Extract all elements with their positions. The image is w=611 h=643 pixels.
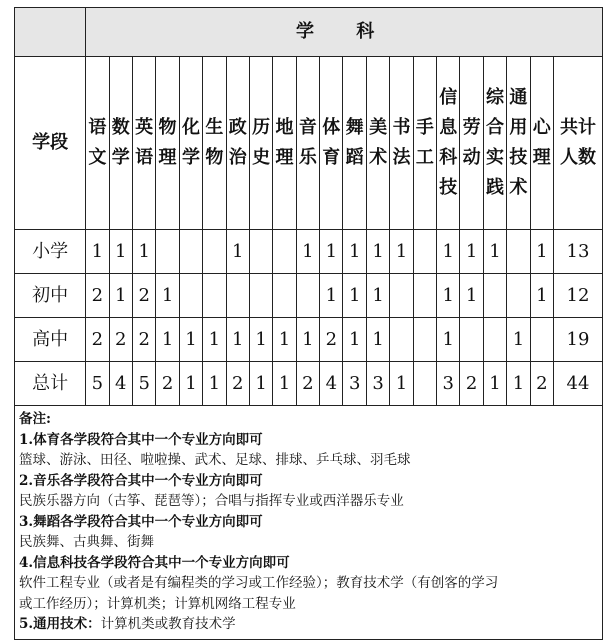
table-cell: 1: [460, 230, 483, 274]
note-heading: 4.信息科技各学段符合其中一个专业方向即可: [19, 554, 290, 571]
table-cell: [249, 230, 272, 274]
table-cell: 1: [460, 274, 483, 318]
table-cell: 1: [226, 230, 249, 274]
subject-label: 生物: [205, 117, 224, 168]
table-cell: 1: [296, 230, 319, 274]
table-cell: 2: [320, 318, 343, 362]
note-text: 民族舞、古典舞、街舞: [19, 534, 154, 550]
table-cell: 1: [507, 362, 530, 406]
table-cell: 1: [156, 274, 179, 318]
subject-header-14: [413, 57, 436, 230]
table-row: [15, 274, 603, 318]
table-cell: 1: [366, 318, 389, 362]
table-cell: 1: [156, 318, 179, 362]
table-cell: 1: [132, 230, 155, 274]
table-cell: 1: [343, 274, 366, 318]
table-cell: 1: [483, 362, 506, 406]
table-cell: 2: [530, 362, 553, 406]
subject-label: 体育: [322, 117, 341, 168]
note-heading: 3.舞蹈各学段符合其中一个专业方向即可: [19, 513, 263, 530]
subject-header-16: [460, 57, 483, 230]
staffing-table: [14, 7, 603, 406]
subject-header-8: [273, 57, 296, 230]
table-cell: [273, 230, 296, 274]
subject-header-9: [296, 57, 319, 230]
table-cell: [413, 362, 436, 406]
table-cell: 4: [109, 362, 132, 406]
table-cell: 1: [437, 318, 460, 362]
table-row: [15, 362, 603, 406]
table-cell: 2: [296, 362, 319, 406]
subject-label: 地理: [275, 117, 294, 168]
subject-label: 手工: [415, 117, 434, 168]
table-cell: 2: [132, 318, 155, 362]
subject-label: 化学: [181, 117, 200, 168]
table-cell: [156, 230, 179, 274]
subject-header-6: [226, 57, 249, 230]
subject-label: 语文: [88, 117, 107, 168]
table-cell: 1: [390, 362, 413, 406]
table-cell: 1: [530, 230, 553, 274]
table-cell: [390, 274, 413, 318]
subject-header-15: [437, 57, 460, 230]
table-cell: 1: [483, 230, 506, 274]
subject-header-row: [15, 57, 603, 230]
table-cell: [296, 274, 319, 318]
table-cell: 1: [273, 362, 296, 406]
subject-label: 信息科技: [439, 87, 458, 198]
note-heading: 2.音乐各学段符合其中一个专业方向即可: [19, 472, 263, 489]
subject-header-18: [507, 57, 530, 230]
subject-label: 共计人数: [560, 117, 596, 168]
table-cell: 1: [437, 274, 460, 318]
subject-label: 舞蹈: [345, 117, 364, 168]
table-cell: 2: [132, 274, 155, 318]
subject-label: 历史: [252, 117, 271, 168]
subject-label: 物理: [158, 117, 177, 168]
table-cell: [179, 274, 202, 318]
table-cell: 1: [390, 230, 413, 274]
table-cell: 1: [203, 362, 226, 406]
subject-header-20: [554, 57, 603, 230]
subject-label: 劳动: [462, 117, 481, 168]
subject-header-7: [249, 57, 272, 230]
subject-header-17: [483, 57, 506, 230]
table-cell: 2: [86, 274, 109, 318]
table-cell: 3: [366, 362, 389, 406]
table-cell: 1: [320, 274, 343, 318]
stage-label: 初中: [15, 274, 86, 318]
note-last: [19, 614, 598, 635]
table-cell: [249, 274, 272, 318]
subject-header-19: [530, 57, 553, 230]
note-text: 篮球、游泳、田径、啦啦操、武术、足球、排球、乒乓球、羽毛球: [19, 452, 411, 468]
table-cell: 3: [343, 362, 366, 406]
table-cell: 5: [132, 362, 155, 406]
subject-label: 数学: [111, 117, 130, 168]
table-cell: [179, 230, 202, 274]
table-cell: 4: [320, 362, 343, 406]
table-cell: 1: [109, 230, 132, 274]
note-text: 或工作经历）；计算机类；计算机网络工程专业: [19, 595, 296, 612]
table-cell: 2: [109, 318, 132, 362]
table-cell: 1: [203, 318, 226, 362]
table-cell: 1: [343, 318, 366, 362]
table-cell: [483, 318, 506, 362]
table-cell: 1: [366, 274, 389, 318]
table-cell: 1: [530, 274, 553, 318]
subject-label: 心理: [532, 117, 551, 168]
subject-header-13: [390, 57, 413, 230]
table-cell: [483, 274, 506, 318]
stage-header: 学段: [15, 57, 86, 230]
note-text: 民族乐器方向（古筝、琵琶等）；合唱与指挥专业或西洋器乐专业: [19, 493, 404, 509]
note-heading: 5.通用技术：: [19, 616, 101, 632]
table-cell: 1: [343, 230, 366, 274]
note-heading: 1.体育各学段符合其中一个专业方向即可: [19, 431, 263, 448]
subject-group-header: 学 科: [86, 8, 603, 57]
subject-header-4: [179, 57, 202, 230]
table-cell: 1: [179, 318, 202, 362]
note-text: 软件工程专业（或者是有编程类的学习或工作经验）；教育技术学（有创客的学习: [19, 575, 499, 591]
table-cell: 1: [273, 318, 296, 362]
notes-section: [14, 406, 603, 640]
note-text: 计算机类或教育技术学: [100, 616, 236, 632]
table-cell: [273, 274, 296, 318]
subject-label: 通用技术: [509, 87, 528, 198]
table-cell: 12: [554, 274, 603, 318]
table-cell: 1: [296, 318, 319, 362]
subject-header-0: [86, 57, 109, 230]
subject-label: 音乐: [298, 117, 317, 168]
stage-label: 总计: [15, 362, 86, 406]
table-cell: 2: [226, 362, 249, 406]
table-cell: [530, 318, 553, 362]
table-cell: [507, 274, 530, 318]
corner-cell: [15, 8, 86, 57]
table-cell: 1: [437, 230, 460, 274]
subject-header-10: [320, 57, 343, 230]
subject-header-1: [109, 57, 132, 230]
subject-label: 综合实践: [486, 87, 505, 198]
subject-label: 英语: [135, 117, 154, 168]
table-cell: 3: [437, 362, 460, 406]
table-cell: 1: [179, 362, 202, 406]
table-cell: 1: [249, 318, 272, 362]
table-cell: [390, 318, 413, 362]
table-cell: [460, 318, 483, 362]
table-cell: [226, 274, 249, 318]
table-cell: 1: [366, 230, 389, 274]
table-cell: 2: [156, 362, 179, 406]
subject-header-3: [156, 57, 179, 230]
table-row: [15, 318, 603, 362]
table-cell: 1: [320, 230, 343, 274]
table-cell: [203, 230, 226, 274]
table-cell: [413, 274, 436, 318]
table-cell: [507, 230, 530, 274]
table-cell: 44: [554, 362, 603, 406]
stage-label: 小学: [15, 230, 86, 274]
subject-label: 美术: [369, 117, 388, 168]
table-cell: 1: [226, 318, 249, 362]
table-cell: [413, 230, 436, 274]
table-cell: [203, 274, 226, 318]
table-cell: 2: [86, 318, 109, 362]
subject-header-2: [132, 57, 155, 230]
subject-label: 书法: [392, 117, 411, 168]
subject-label: 政治: [228, 117, 247, 168]
notes-title: 备注:: [19, 411, 51, 427]
table-cell: 19: [554, 318, 603, 362]
table-cell: [413, 318, 436, 362]
table-cell: 1: [86, 230, 109, 274]
table-cell: 1: [507, 318, 530, 362]
header-row-top: [15, 8, 603, 57]
stage-label: 高中: [15, 318, 86, 362]
subject-header-5: [203, 57, 226, 230]
table-cell: 1: [109, 274, 132, 318]
table-row: [15, 230, 603, 274]
table-cell: 13: [554, 230, 603, 274]
table-cell: 2: [460, 362, 483, 406]
subject-header-11: [343, 57, 366, 230]
table-cell: 5: [86, 362, 109, 406]
table-cell: 1: [249, 362, 272, 406]
subject-header-12: [366, 57, 389, 230]
document: [14, 7, 603, 640]
